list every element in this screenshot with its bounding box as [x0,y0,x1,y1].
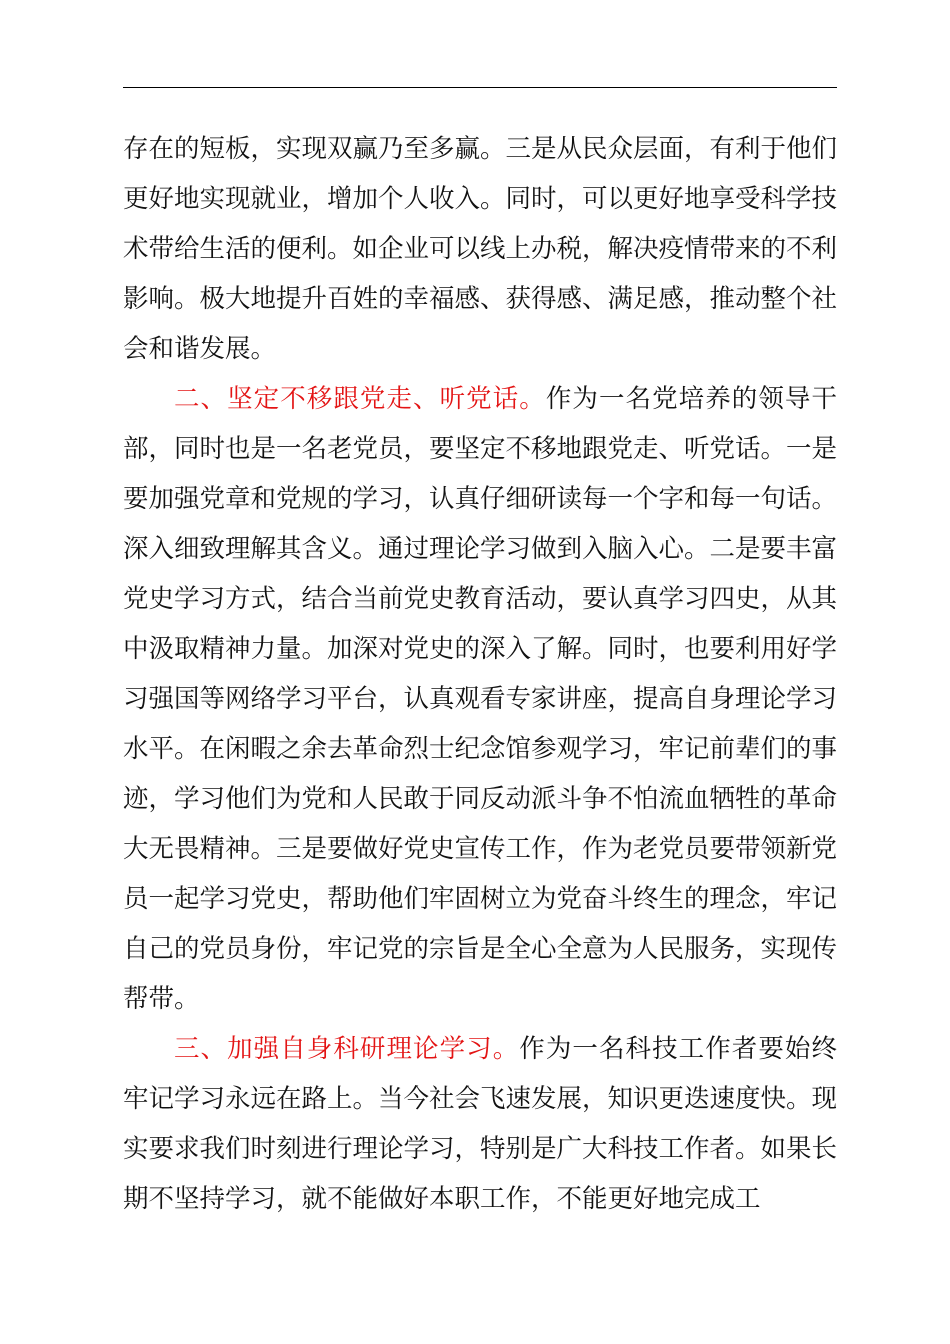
paragraph-continuation [123,124,837,374]
section-heading: 二、坚定不移跟党走、听党话。 [174,384,546,414]
paragraph-section-2 [123,374,837,1024]
document-body [123,124,837,1224]
paragraph-section-3 [123,1024,837,1224]
paragraph-text: 存在的短板，实现双赢乃至多赢。三是从民众层面，有利于他们更好地实现就业，增加个人收入。同时，可以更好地享受科学技术带给生活的便利。如企业可以线上办税，解决疫情带来的不利影响。极大地提升百姓的幸福感、获得感、满足感，推动整个社会和谐发展。 [123,134,838,364]
paragraph-text: 作为一名党培养的领导干部，同时也是一名老党员，要坚定不移地跟党走、听党话。一是要加强党章和党规的学习，认真仔细研读每一个字和每一句话。深入细致理解其含义。通过理论学习做到入脑入心。二是要丰富党史学习方式，结合当前党史教育活动，要认真学习四史，从其中汲取精神力量。加深对党史的深入了解。同时，也要利用好学习强国等网络学习平台，认真观看专家讲座，提高自身理论学习水平。在闲暇之余去革命烈士纪念馆参观学习，牢记前辈们的事迹，学习他们为党和人民敢于同反动派斗争不怕流血牺牲的革命大无畏精神。三是要做好党史宣传工作，作为老党员要带领新党员一起学习党史，帮助他们牢固树立为党奋斗终生的理念，牢记自己的党员身份，牢记党的宗旨是全心全意为人民服务，实现传帮带。 [123,384,838,1014]
header-rule [123,87,837,88]
section-heading: 三、加强自身科研理论学习。 [174,1034,520,1064]
paragraph-text: 作为一名科技工作者要始终牢记学习永远在路上。当今社会飞速发展，知识更迭速度快。现实要求我们时刻进行理论学习，特别是广大科技工作者。如果长期不坚持学习，就不能做好本职工作，不能更好地完成工 [123,1034,838,1214]
